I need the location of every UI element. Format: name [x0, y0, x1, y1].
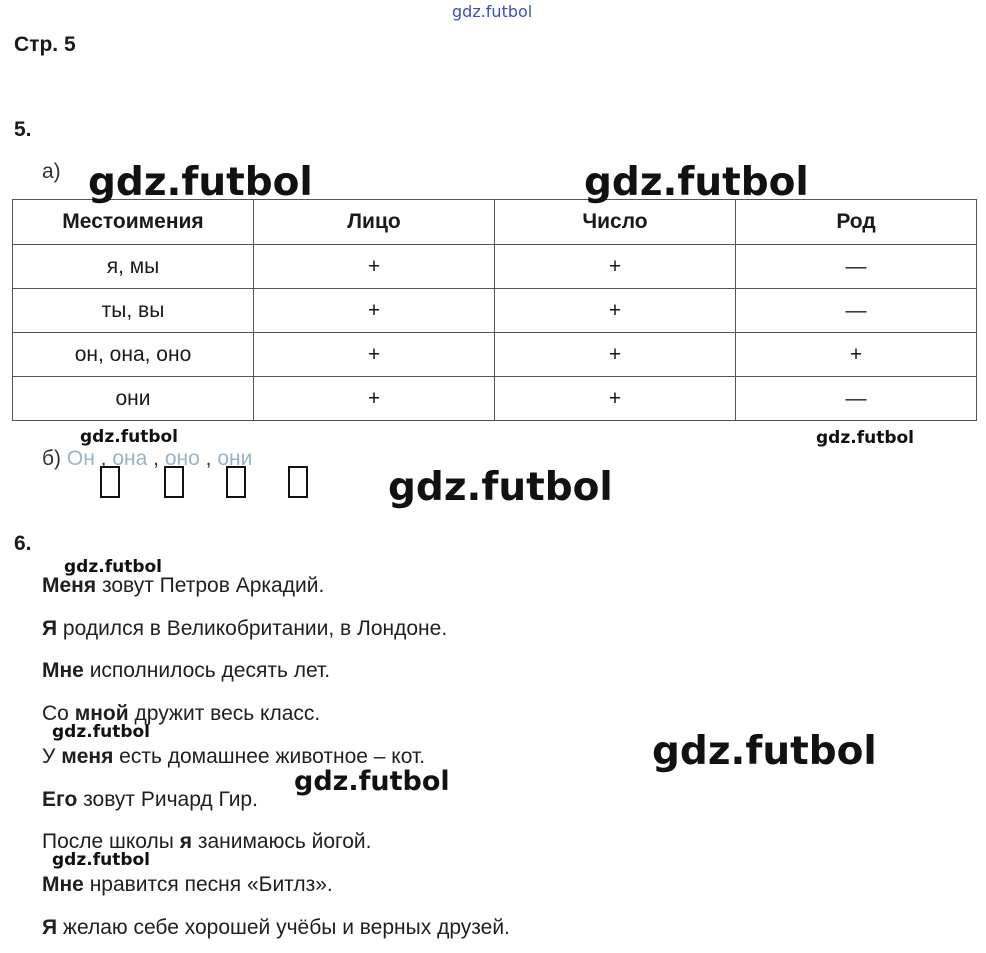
watermark: gdz.futbol [816, 428, 914, 448]
sentence-pronoun: я [179, 830, 192, 853]
part-b-word: она [112, 447, 148, 470]
cell-person: + [254, 289, 495, 333]
part-b-word: Он [66, 447, 95, 470]
table-header-row [13, 200, 977, 245]
sentence-pre: У [42, 745, 62, 768]
cell-number: + [495, 377, 736, 421]
sentence-pronoun: Его [42, 788, 78, 811]
part-b-line [42, 447, 252, 471]
cell-person: + [254, 333, 495, 377]
sentence-post: зовут Ричард Гир. [77, 788, 258, 811]
cell-gender: — [736, 377, 977, 421]
sentence-post: занимаюсь йогой. [191, 830, 372, 853]
sentence-post: дружит весь класс. [128, 702, 321, 725]
exercise-5-number: 5. [14, 118, 32, 141]
sentence [42, 788, 258, 812]
sentence-pre: Со [42, 702, 75, 725]
table-row [13, 289, 977, 333]
sentence-pronoun: Я [42, 617, 58, 640]
sentence-post: зовут Петров Аркадий. [96, 574, 325, 597]
answer-box [100, 466, 120, 498]
watermark: gdz.futbol [294, 766, 450, 797]
watermark: gdz.futbol [52, 850, 150, 870]
cell-person: + [254, 377, 495, 421]
cell-gender: — [736, 289, 977, 333]
table-row [13, 333, 977, 377]
header-person: Лицо [254, 200, 495, 245]
cell-pronoun: он, она, оно [13, 333, 254, 377]
part-a-label: а) [42, 160, 61, 183]
sentence [42, 916, 510, 940]
sentence-pronoun: Я [42, 916, 58, 939]
header-pronouns: Местоимения [13, 200, 254, 245]
watermark: gdz.futbol [388, 465, 613, 510]
cell-pronoun: я, мы [13, 245, 254, 289]
answer-box [288, 466, 308, 498]
sentence-pre: После школы [42, 830, 180, 853]
sentence-pronoun: Мне [42, 873, 84, 896]
sentence-pronoun: мной [74, 702, 129, 725]
table-row [13, 245, 977, 289]
header-number: Число [495, 200, 736, 245]
watermark: gdz.futbol [64, 557, 162, 577]
cell-number: + [495, 333, 736, 377]
watermark: gdz.futbol [52, 722, 150, 742]
exercise-6-number: 6. [14, 532, 32, 555]
header-gender: Род [736, 200, 977, 245]
sentence [42, 659, 330, 683]
part-b-word: они [217, 447, 253, 470]
sentence-post: есть домашнее животное – кот. [113, 745, 426, 768]
sentence-pronoun: Мне [42, 659, 84, 682]
watermark: gdz.futbol [584, 160, 809, 205]
table-row [13, 377, 977, 421]
sentence [42, 617, 447, 641]
answer-box [164, 466, 184, 498]
sentence [42, 873, 333, 897]
cell-gender: + [736, 333, 977, 377]
cell-gender: — [736, 245, 977, 289]
sentence-post: нравится песня «Битлз». [83, 873, 333, 896]
sentence-post: родился в Великобритании, в Лондоне. [57, 617, 448, 640]
cell-pronoun: они [13, 377, 254, 421]
separator: , [205, 447, 212, 470]
page-label: Стр. 5 [14, 33, 76, 56]
watermark: gdz.futbol [652, 729, 877, 774]
watermark: gdz.futbol [88, 160, 313, 205]
watermark: gdz.futbol [80, 427, 178, 447]
cell-pronoun: ты, вы [13, 289, 254, 333]
sentence-post: исполнилось десять лет. [83, 659, 331, 682]
watermark-top: gdz.futbol [452, 2, 533, 21]
cell-number: + [495, 289, 736, 333]
part-b-label: б) [42, 447, 62, 470]
pronoun-table [12, 199, 977, 421]
part-b-word: оно [164, 447, 200, 470]
separator: , [153, 447, 159, 470]
sentence-pronoun: меня [61, 745, 114, 768]
cell-person: + [254, 245, 495, 289]
sentence-pronoun: Меня [42, 574, 97, 597]
sentence [42, 574, 324, 598]
separator: , [100, 447, 107, 470]
cell-number: + [495, 245, 736, 289]
answer-box [226, 466, 246, 498]
sentence-post: желаю себе хорошей учёбы и верных друзей. [57, 916, 510, 939]
